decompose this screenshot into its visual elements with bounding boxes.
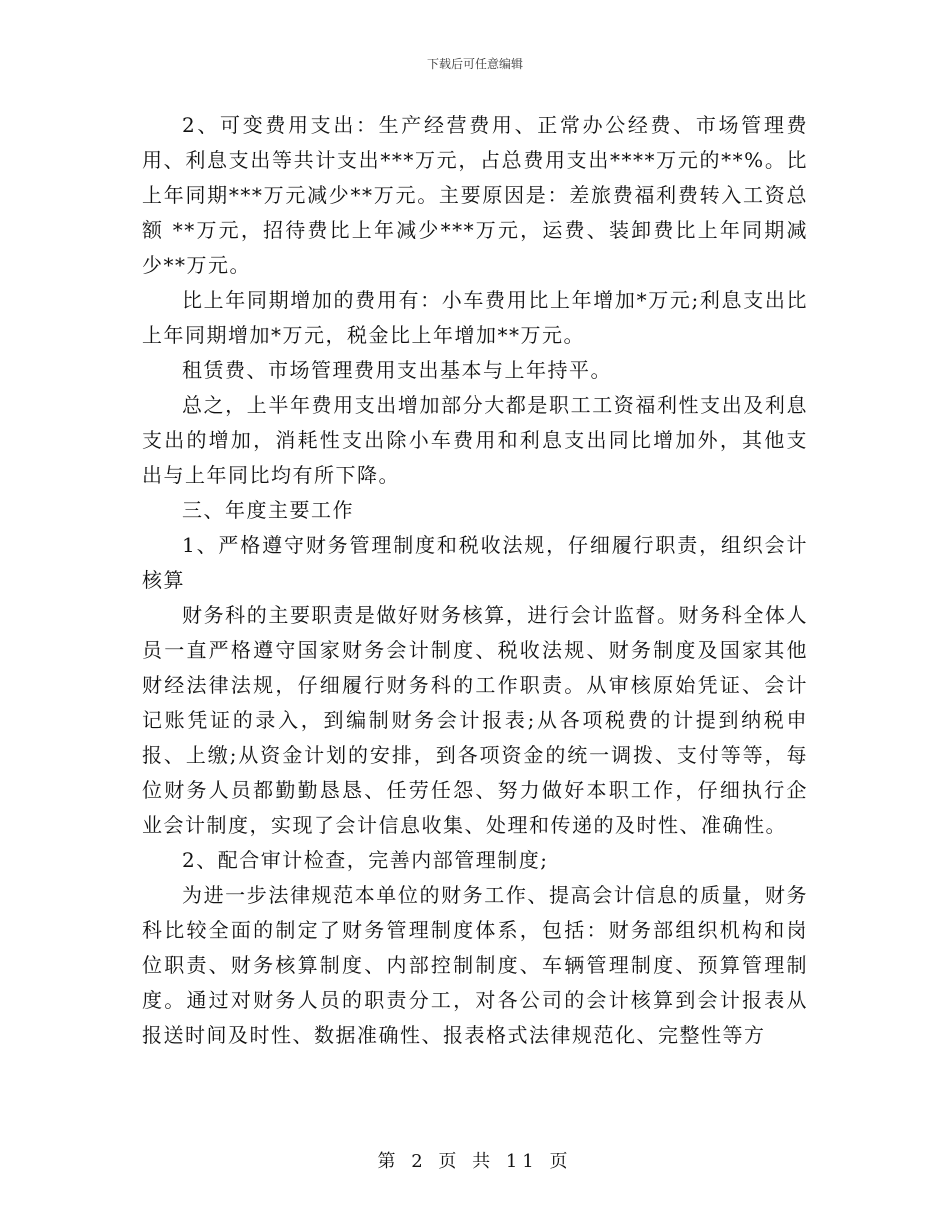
page-number-footer: 第 2 页 共 11 页	[377, 1151, 573, 1172]
paragraph: 比上年同期增加的费用有：小车费用比上年增加*万元;利息支出比上年同期增加*万元，税金比上年增加**万元。	[142, 288, 808, 347]
paragraph: 财务科的主要职责是做好财务核算，进行会计监督。财务科全体人员一直严格遵守国家财务会计制度、税收法规、财务制度及国家其他财经法律法规，仔细履行财务科的工作职责。从审核原始凭证、会计记账凭证的录入，到编制财务会计报表;从各项税费的计提到纳税申报、上缴;从资金计划的安排，到各项资金的统一调拨、支付等等，每位财务人员都勤勤恳恳、任劳任怨、努力做好本职工作，仔细执行企业会计制度，实现了会计信息收集、处理和传递的及时性、准确性。	[142, 603, 808, 837]
paragraph: 总之，上半年费用支出增加部分大都是职工工资福利性支出及利息支出的增加，消耗性支出除小车费用和利息支出同比增加外，其他支出与上年同比均有所下降。	[142, 393, 808, 487]
section-heading: 三、年度主要工作	[182, 498, 354, 522]
header-note: 下载后可任意编辑	[426, 57, 523, 71]
paragraph: 2、可变费用支出：生产经营费用、正常办公经费、市场管理费用、利息支出等共计支出***万元，占总费用支出****万元的**%。比上年同期***万元减少**万元。主要原因是：差旅费福利费转入工资总额 **万元，招待费比上年减少***万元，运费、装卸费比上年同期减少**万元。	[142, 113, 808, 277]
paragraph: 租赁费、市场管理费用支出基本与上年持平。	[182, 358, 612, 382]
document-body	[142, 108, 808, 1053]
paragraph: 为进一步法律规范本单位的财务工作、提高会计信息的质量，财务科比较全面的制定了财务管理制度体系，包括：财务部组织机构和岗位职责、财务核算制度、内部控制制度、车辆管理制度、预算管理制度。通过对财务人员的职责分工，对各公司的会计核算到会计报表从报送时间及时性、数据准确性、报表格式法律规范化、完整性等方	[142, 883, 808, 1047]
subsection-heading: 1、严格遵守财务管理制度和税收法规，仔细履行职责，组织会计核算	[142, 533, 808, 592]
subsection-heading: 2、配合审计检查，完善内部管理制度;	[182, 848, 549, 872]
